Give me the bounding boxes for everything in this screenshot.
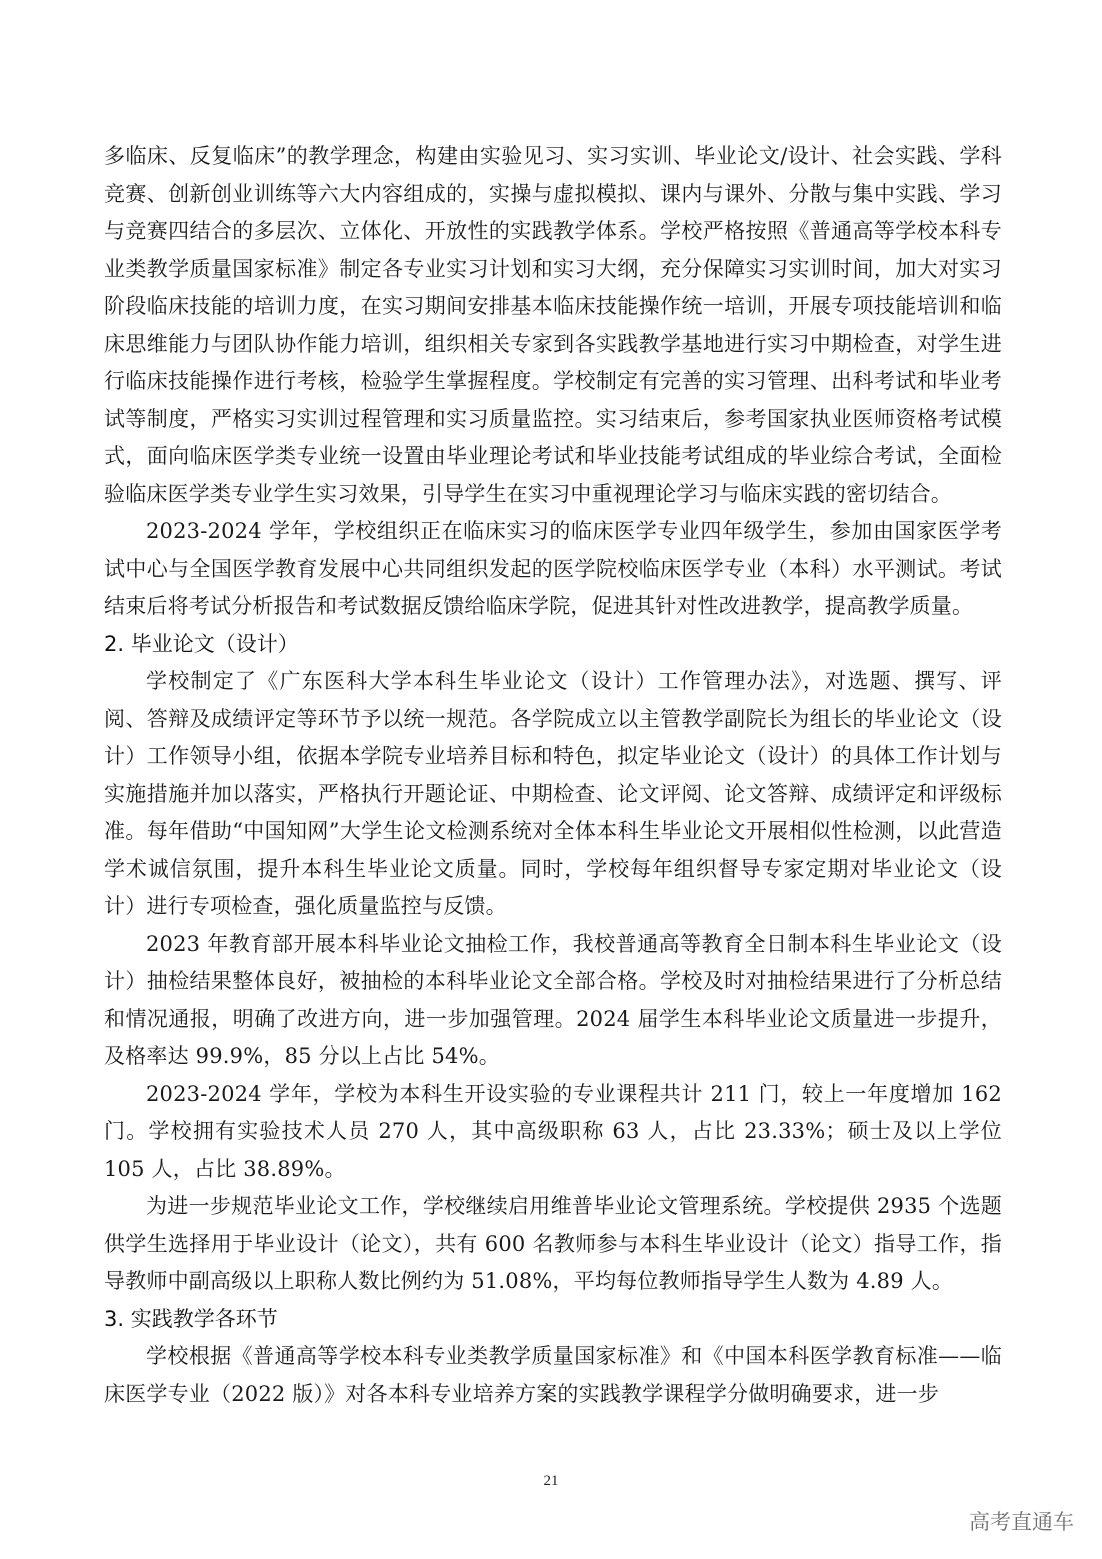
paragraph-level-test: 2023-2024 学年，学校组织正在临床实习的临床医学专业四年级学生，参加由国家医学考试中心与全国医学教育发展中心共同组织发起的医学院校临床医学专业（本科）水平测试。考试结束后将考试分析报告和考试数据反馈给临床学院，促进其针对性改进教学，提高教学质量。 bbox=[104, 519, 1002, 618]
section-heading-practice: 3. 实践教学各环节 bbox=[104, 1306, 278, 1331]
paragraph-lab-courses: 2023-2024 学年，学校为本科生开设实验的专业课程共计 211 门，较上一年度增加 162 门。学校拥有实验技术人员 270 人，其中高级职称 63 人，占比 23.33%；硕士及以上学位 105 人，占比 38.89%。 bbox=[104, 1081, 1002, 1181]
paragraph-thesis-inspection: 2023 年教育部开展本科毕业论文抽检工作，我校普通高等教育全日制本科生毕业论文（设计）抽检结果整体良好，被抽检的本科毕业论文全部合格。学校及时对抽检结果进行了分析总结和情况通报，明确了改进方向，进一步加强管理。2024 届学生本科毕业论文质量进一步提升，及格率达 99.9%，85 分以上占比 54%。 bbox=[104, 931, 1002, 1068]
paragraph-practice-credits: 学校根据《普通高等学校本科专业类教学质量国家标准》和《中国本科医学教育标准——临床医学专业（2022 版）》对各本科专业培养方案的实践教学课程学分做明确要求，进一步 bbox=[104, 1344, 1002, 1406]
paragraph-practice-system: 多临床、反复临床”的教学理念，构建由实验见习、实习实训、毕业论文/设计、社会实践、学科竞赛、创新创业训练等六大内容组成的，实操与虚拟模拟、课内与课外、分散与集中实践、学习与竞赛四结合的多层次、立体化、开放性的实践教学体系。学校严格按照《普通高等学校本科专业类教学质量国家标准》制定各专业实习计划和实习大纲，充分保障实习实训时间，加大对实习阶段临床技能的培训力度，在实习期间安排基本临床技能操作统一培训，开展专项技能培训和临床思维能力与团队协作能力培训，组织相关专家到各实践教学基地进行实习中期检查，对学生进行临床技能操作进行考核，检验学生掌握程度。学校制定有完善的实习管理、出科考试和毕业考试等制度，严格实习实训过程管理和实习质量监控。实习结束后，参考国家执业医师资格考试模式，面向临床医学类专业统一设置由毕业理论考试和毕业技能考试组成的毕业综合考试，全面检验临床医学类专业学生实习效果，引导学生在实习中重视理论学习与临床实践的密切结合。 bbox=[104, 144, 1002, 506]
page-number: 21 bbox=[543, 1473, 559, 1489]
document-body bbox=[104, 138, 1002, 1413]
paragraph-thesis-system: 为进一步规范毕业论文工作，学校继续启用维普毕业论文管理系统。学校提供 2935 个选题供学生选择用于毕业设计（论文），共有 600 名教师参与本科生毕业设计（论文）指导工作，指导教师中副高级以上职称人数比例约为 51.08%，平均每位教师指导学生人数为 4.89 人。 bbox=[104, 1194, 1002, 1293]
paragraph-thesis-rules: 学校制定了《广东医科大学本科生毕业论文（设计）工作管理办法》，对选题、撰写、评阅、答辩及成绩评定等环节予以统一规范。各学院成立以主管教学副院长为组长的毕业论文（设计）工作领导小组，依据本学院专业培养目标和特色，拟定毕业论文（设计）的具体工作计划与实施措施并加以落实，严格执行开题论证、中期检查、论文评阅、论文答辩、成绩评定和评级标准。每年借助“中国知网”大学生论文检测系统对全体本科生毕业论文开展相似性检测，以此营造学术诚信氛围，提升本科生毕业论文质量。同时，学校每年组织督导专家定期对毕业论文（设计）进行专项检查，强化质量监控与反馈。 bbox=[104, 669, 1002, 918]
watermark-text: 高考直通车 bbox=[969, 1510, 1074, 1534]
section-heading-thesis: 2. 毕业论文（设计） bbox=[104, 631, 299, 656]
